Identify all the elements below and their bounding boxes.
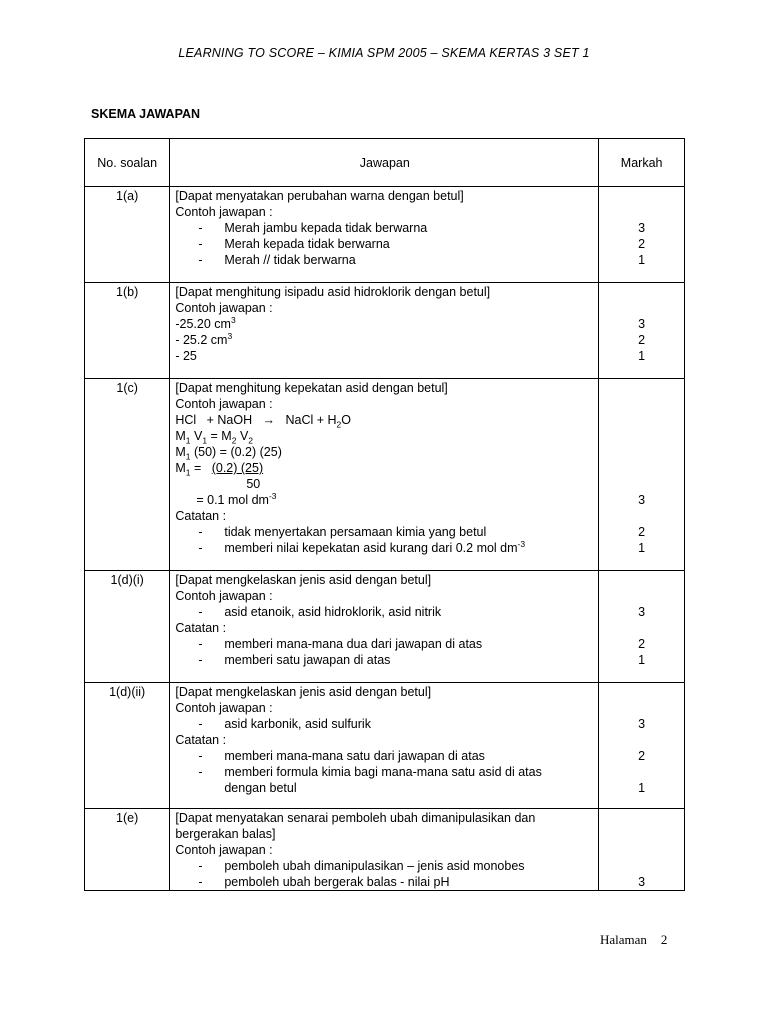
mark-value: 3 xyxy=(638,493,646,507)
mark-spacer xyxy=(599,764,684,780)
mark-value: 2 xyxy=(638,637,646,651)
answer-scheme-table xyxy=(84,138,685,891)
criterion: [Dapat menyatakan perubahan warna dengan betul] xyxy=(175,189,464,203)
marks-cell xyxy=(599,379,685,571)
example-label: Contoh jawapan : xyxy=(175,397,273,411)
table-row-1di xyxy=(85,571,685,683)
answer-item: - 25.2 $cm^3$ xyxy=(175,330,233,347)
mark-spacer xyxy=(599,732,684,748)
answer-cell xyxy=(170,683,599,809)
example-label: Contoh jawapan : xyxy=(175,843,273,857)
mark-value: 2 xyxy=(638,525,646,539)
mark-value: 3 xyxy=(638,317,646,331)
page-label: Halaman xyxy=(600,932,647,947)
criterion: [Dapat menyatakan senarai pemboleh ubah dimanipulasikan dan xyxy=(175,811,536,825)
criterion: [Dapat menghitung kepekatan asid dengan betul] xyxy=(175,381,448,395)
fraction-denominator: 50 xyxy=(246,477,261,491)
question-number: 1(b) xyxy=(85,283,170,379)
mark-value: 1 xyxy=(638,253,646,267)
table-header-row xyxy=(85,139,685,187)
example-label: Contoh jawapan : xyxy=(175,205,273,219)
example-label: Contoh jawapan : xyxy=(175,301,273,315)
answer-item: - Merah jambu kepada tidak berwarna xyxy=(198,221,428,235)
calculation-line: $M_1$ (50) = (0.2) (25) xyxy=(175,445,282,462)
answer-item: - pemboleh ubah bergerak balas - nilai pH xyxy=(198,875,450,889)
table-row-1a xyxy=(85,187,685,283)
answer-item: - 25 xyxy=(175,349,197,363)
answer-cell xyxy=(170,379,599,571)
example-label: Contoh jawapan : xyxy=(175,701,273,715)
mark-value: 1 xyxy=(638,541,646,555)
note-label: Catatan : xyxy=(175,509,227,523)
table-row-1b xyxy=(85,283,685,379)
answer-cell xyxy=(170,571,599,683)
table-row-1dii xyxy=(85,683,685,809)
note-item: - tidak menyertakan persamaan kimia yang betul xyxy=(198,525,487,539)
marks-cell xyxy=(599,187,685,283)
calculation-line: $M_1$ = (0.2) (25) xyxy=(175,461,264,478)
mark-value: 3 xyxy=(638,605,646,619)
mark-value: 3 xyxy=(638,717,646,731)
note-item: - memberi satu jawapan di atas xyxy=(198,653,391,667)
question-number: 1(d)(i) xyxy=(85,571,170,683)
question-number: 1(d)(ii) xyxy=(85,683,170,809)
criterion: [Dapat mengkelaskan jenis asid dengan betul] xyxy=(175,685,432,699)
answer-cell xyxy=(170,283,599,379)
question-number: 1(a) xyxy=(85,187,170,283)
note-item: - memberi formula kimia bagi mana-mana satu asid di atas xyxy=(198,765,542,779)
answer-cell xyxy=(170,187,599,283)
criterion: [Dapat mengkelaskan jenis asid dengan betul] xyxy=(175,573,432,587)
mark-value: 3 xyxy=(638,221,646,235)
section-title: SKEMA JAWAPAN xyxy=(91,107,201,121)
column-header-answer: Jawapan xyxy=(170,139,599,187)
mark-value: 3 xyxy=(638,875,646,889)
table-row-1e xyxy=(85,809,685,891)
marks-cell xyxy=(599,283,685,379)
criterion: [Dapat menghitung isipadu asid hidroklorik dengan betul] xyxy=(175,285,491,299)
page-header: LEARNING TO SCORE – KIMIA SPM 2005 – SKEMA KERTAS 3 SET 1 xyxy=(178,46,590,60)
note-item: - memberi mana-mana satu dari jawapan di atas xyxy=(198,749,485,763)
note-item: - memberi nilai kepekatan asid kurang dari 0.2 mol $dm^{-3}$ xyxy=(198,538,526,555)
question-number: 1(e) xyxy=(85,809,170,891)
answer-item: - pemboleh ubah dimanipulasikan – jenis asid monobes xyxy=(198,859,525,873)
marks-cell xyxy=(599,571,685,683)
answer-item: - asid karbonik, asid sulfurik xyxy=(198,717,371,731)
formula-line: $M_1$ $V_1 = M_2$ $V_2$ xyxy=(175,429,254,446)
mark-value: 1 xyxy=(638,653,646,667)
note-item: - memberi mana-mana dua dari jawapan di atas xyxy=(198,637,483,651)
note-item-continuation: dengan betul xyxy=(224,781,297,795)
answer-item: - Merah // tidak berwarna xyxy=(198,253,356,267)
mark-value: 1 xyxy=(638,349,646,363)
note-label: Catatan : xyxy=(175,621,227,635)
mark-spacer xyxy=(599,508,684,524)
page-footer xyxy=(600,932,667,948)
column-header-marks: Markah xyxy=(599,139,685,187)
marks-cell xyxy=(599,683,685,809)
mark-value: 1 xyxy=(638,781,646,795)
mark-value: 2 xyxy=(638,237,646,251)
fraction-numerator: (0.2) (25) xyxy=(211,461,264,475)
result-line: = 0.1 mol $dm^{-3}$ xyxy=(196,490,277,507)
chemical-equation: HCl + NaOH → NaCl + $H_2O$ xyxy=(175,413,351,430)
mark-value: 2 xyxy=(638,333,646,347)
answer-cell xyxy=(170,809,599,891)
marks-cell xyxy=(599,809,685,891)
column-header-no: No. soalan xyxy=(85,139,170,187)
answer-item: -25.20 $cm^3$ xyxy=(175,314,236,331)
page-number: 2 xyxy=(660,932,668,947)
note-label: Catatan : xyxy=(175,733,227,747)
answer-item: - Merah kepada tidak berwarna xyxy=(198,237,390,251)
example-label: Contoh jawapan : xyxy=(175,589,273,603)
mark-spacer xyxy=(599,620,684,636)
answer-item: - asid etanoik, asid hidroklorik, asid nitrik xyxy=(198,605,442,619)
mark-value: 2 xyxy=(638,749,646,763)
table-row-1c xyxy=(85,379,685,571)
criterion-continuation: bergerakan balas] xyxy=(175,827,276,841)
question-number: 1(c) xyxy=(85,379,170,571)
